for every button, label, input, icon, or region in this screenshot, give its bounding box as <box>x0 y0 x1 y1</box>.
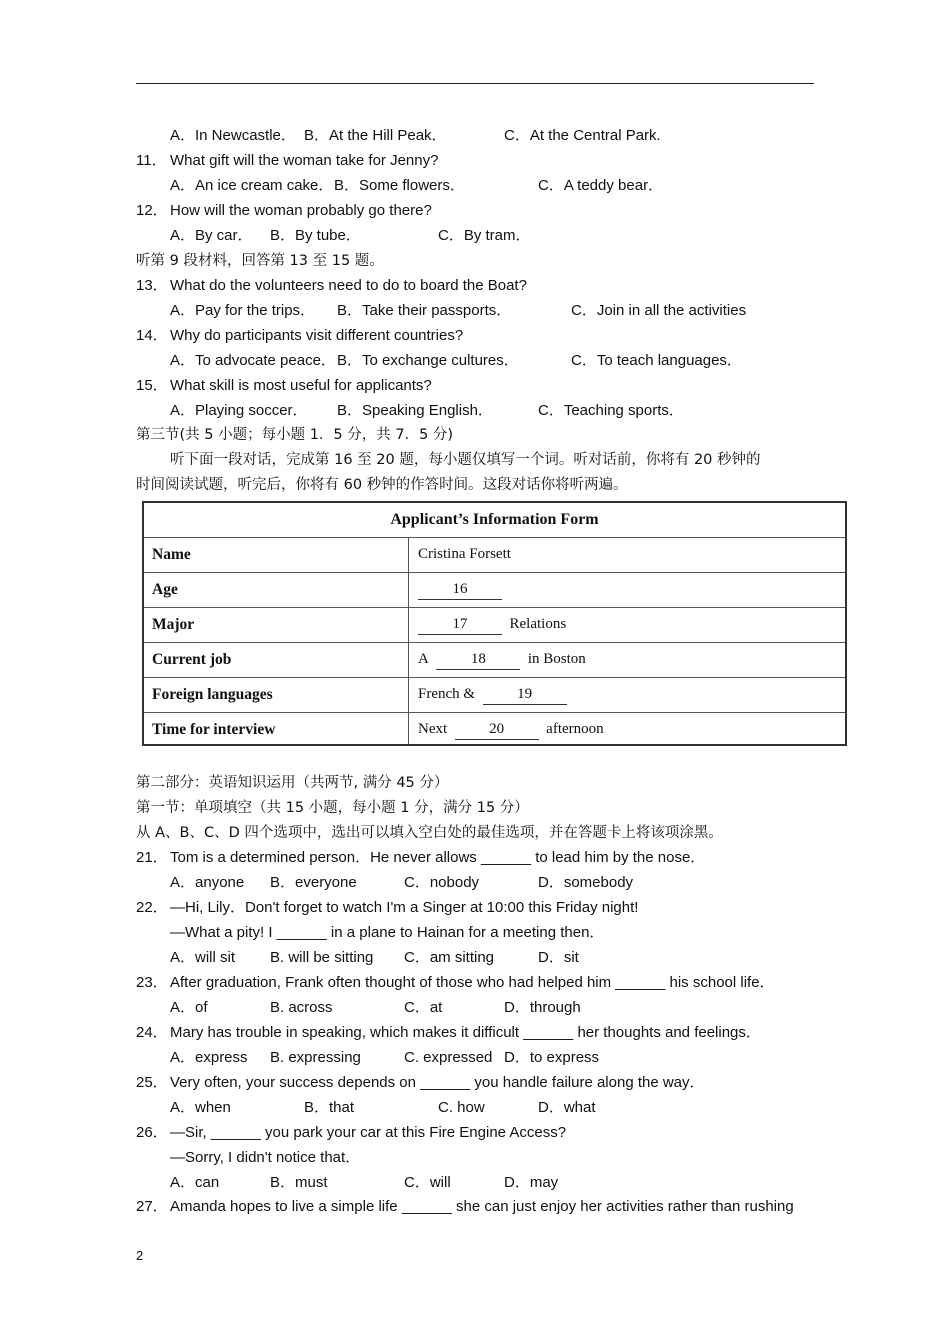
q10-option-c: C．At the Central Park. <box>504 127 661 144</box>
q24-option-a: A．express <box>170 1049 248 1066</box>
q21-option-b: B．everyone <box>270 874 357 891</box>
section9-heading: 听第 9 段材料，回答第 13 至 15 题。 <box>136 253 384 269</box>
q26-option-d: D．may <box>504 1174 559 1191</box>
q26-option-a: A．can <box>170 1174 220 1191</box>
q24-option-c: C. expressed <box>404 1049 493 1066</box>
q21-option-d: D．somebody <box>538 874 634 891</box>
form-value: Cristina Forsett <box>418 546 511 562</box>
blank-17: 17 <box>418 614 502 635</box>
header-rule <box>136 83 814 84</box>
form-value: French & 19 <box>418 677 567 712</box>
q23-option-a: A．of <box>170 999 208 1016</box>
form-value: A 18 in Boston <box>418 642 586 677</box>
q14-stem: 14． Why do participants visit different countries? <box>136 327 464 344</box>
q15-stem: 15． What skill is most useful for applicants? <box>136 377 432 394</box>
form-label: Current job <box>152 651 232 668</box>
blank-20: 20 <box>455 719 539 740</box>
q13-option-a: A．Pay for the trips． <box>170 302 316 319</box>
q25-option-c: C. how <box>438 1099 485 1116</box>
q11-option-a: A．An ice cream cake． <box>170 177 334 194</box>
form-label: Major <box>152 616 195 633</box>
form-value: Next 20 afternoon <box>418 712 604 747</box>
part3-instructions-line2: 时间阅读试题，听完后，你将有 60 秒钟的作答时间。这段对话你将听两遍。 <box>136 477 628 493</box>
q27-stem: 27． Amanda hopes to live a simple life ______ she can just enjoy her activities rather than rushing <box>136 1198 794 1215</box>
q26-option-b: B．must <box>270 1174 328 1191</box>
blank-16: 16 <box>418 579 502 600</box>
q13-option-c: C．Join in all the activities <box>571 302 747 319</box>
form-title: Applicant’s Information Form <box>144 503 845 538</box>
part2-heading: 第二部分：英语知识运用（共两节, 满分 45 分） <box>136 775 449 791</box>
q11-option-b: B．Some flowers． <box>334 177 465 194</box>
q11-stem: 11． What gift will the woman take for Jenny? <box>136 152 439 169</box>
q12-option-b: B．By tube． <box>270 227 361 244</box>
q21-option-c: C．nobody <box>404 874 480 891</box>
q13-option-b: B．Take their passports． <box>337 302 512 319</box>
q23-option-d: D．through <box>504 999 581 1016</box>
q14-option-c: C．To teach languages． <box>571 352 742 369</box>
form-label: Name <box>152 546 191 563</box>
form-row-interview-time <box>144 712 845 747</box>
section1-heading: 第一节：单项填空（共 15 小题，每小题 1 分，满分 15 分） <box>136 800 529 816</box>
q25-option-a: A．when <box>170 1099 231 1116</box>
blank-19: 19 <box>483 684 567 705</box>
q14-option-a: A．To advocate peace． <box>170 352 336 369</box>
q22-stem: 22． —Hi, Lily．Don't forget to watch I'm a Singer at 10:00 this Friday night! <box>136 899 639 916</box>
q21-option-a: A．anyone <box>170 874 245 891</box>
q24-stem: 24． Mary has trouble in speaking, which makes it difficult ______ her thoughts and feelings． <box>136 1024 761 1041</box>
form-label: Time for interview <box>152 721 276 738</box>
blank-18: 18 <box>436 649 520 670</box>
q21-stem: 21． Tom is a determined person．He never allows ______ to lead him by the nose． <box>136 849 706 866</box>
form-label: Foreign languages <box>152 686 273 703</box>
part3-instructions-line1: 听下面一段对话，完成第 16 至 20 题，每小题仅填写一个词。听对话前，你将有 20 秒钟的 <box>170 452 761 468</box>
form-row-age <box>144 572 845 608</box>
q22-stem-line2: —What a pity! I ______ in a plane to Hainan for a meeting then． <box>170 924 605 941</box>
q12-option-a: A．By car． <box>170 227 253 244</box>
q15-option-b: B．Speaking English． <box>337 402 493 419</box>
q24-option-d: D．to express <box>504 1049 600 1066</box>
part3-heading: 第三节(共 5 小题；每小题 1．5 分，共 7．5 分) <box>136 427 454 443</box>
q12-option-c: C．By tram． <box>438 227 531 244</box>
q22-option-c: C．am sitting <box>404 949 495 966</box>
q23-stem: 23． After graduation, Frank often thought of those who had helped him ______ his school life． <box>136 974 775 991</box>
q11-option-c: C．A teddy bear． <box>538 177 664 194</box>
form-row-foreign-languages <box>144 677 845 713</box>
q22-option-d: D．sit <box>538 949 579 966</box>
q26-option-c: C．will <box>404 1174 451 1191</box>
form-row-name <box>144 537 845 573</box>
applicant-form-table <box>142 501 847 746</box>
q23-option-b: B. across <box>270 999 333 1016</box>
q25-option-b: B．that <box>304 1099 355 1116</box>
q12-stem: 12． How will the woman probably go there? <box>136 202 432 219</box>
q15-option-c: C．Teaching sports． <box>538 402 684 419</box>
q23-option-c: C．at <box>404 999 443 1016</box>
section1-instructions: 从 A、B、C、D 四个选项中，选出可以填入空白处的最佳选项，并在答题卡上将该项涂黑。 <box>136 825 723 841</box>
page-number: 2 <box>136 1248 144 1263</box>
q25-option-d: D．what <box>538 1099 596 1116</box>
q22-option-b: B. will be sitting <box>270 949 374 966</box>
q24-option-b: B. expressing <box>270 1049 361 1066</box>
form-value <box>418 572 502 607</box>
form-value: 17 Relations <box>418 607 566 642</box>
q15-option-a: A．Playing soccer． <box>170 402 308 419</box>
q10-option-a: A．In Newcastle． <box>170 127 296 144</box>
q26-stem: 26． —Sir, ______ you park your car at this Fire Engine Access? <box>136 1124 567 1141</box>
q22-option-a: A．will sit <box>170 949 236 966</box>
q13-stem: 13． What do the volunteers need to do to board the Boat? <box>136 277 527 294</box>
form-row-current-job <box>144 642 845 678</box>
q10-option-b: B．At the Hill Peak． <box>304 127 447 144</box>
q14-option-b: B．To exchange cultures． <box>337 352 519 369</box>
q25-stem: 25． Very often, your success depends on ______ you handle failure along the way． <box>136 1074 705 1091</box>
form-label: Age <box>152 581 178 598</box>
form-row-major <box>144 607 845 643</box>
q26-stem-line2: —Sorry, I didn't notice that． <box>170 1149 361 1166</box>
